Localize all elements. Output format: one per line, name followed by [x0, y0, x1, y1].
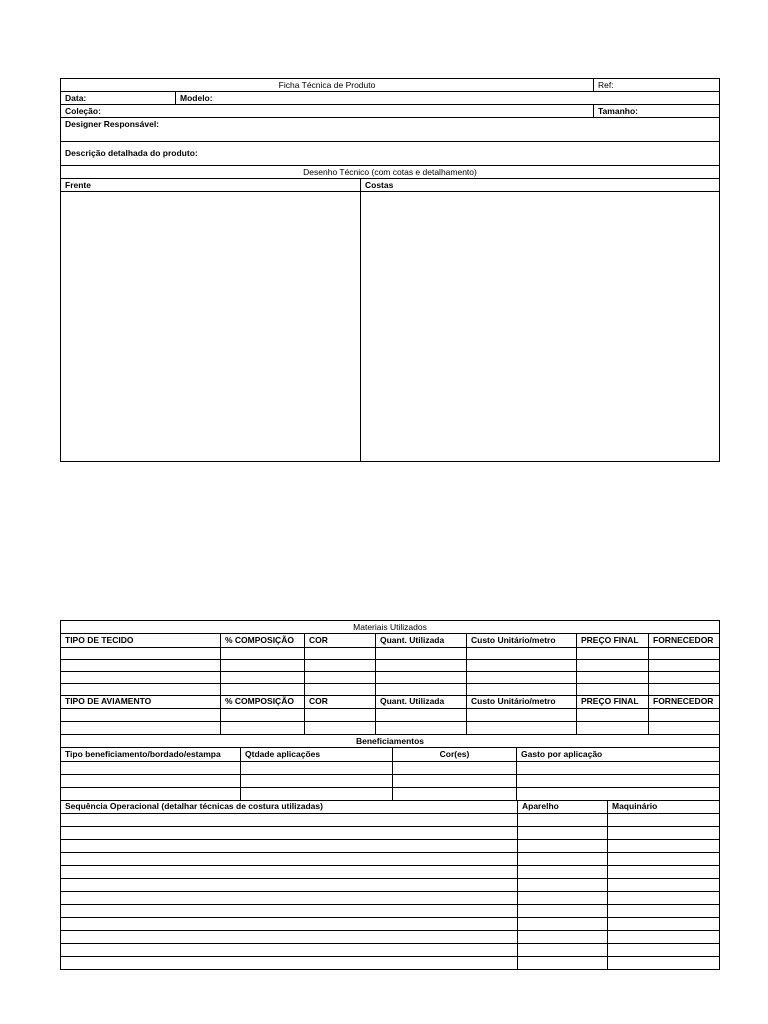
cell[interactable]	[577, 671, 649, 683]
tecido-header-cor: COR	[305, 634, 376, 648]
cell[interactable]	[376, 659, 467, 671]
cell[interactable]	[221, 647, 305, 659]
ficha-tecnica-sheet	[60, 78, 719, 462]
tecido-header-fornecedor: FORNECEDOR	[649, 634, 720, 648]
cell[interactable]	[61, 683, 221, 695]
cell[interactable]	[221, 683, 305, 695]
table-row	[61, 647, 720, 659]
cell[interactable]	[61, 761, 241, 774]
cell[interactable]	[518, 814, 608, 827]
cell[interactable]	[61, 840, 518, 853]
cell[interactable]	[393, 787, 517, 800]
cell[interactable]	[61, 722, 221, 735]
cell[interactable]	[61, 774, 241, 787]
cell[interactable]	[608, 879, 720, 892]
cell[interactable]	[577, 709, 649, 722]
tecido-header-quant: Quant. Utilizada	[376, 634, 467, 648]
aparelho-header: Aparelho	[518, 800, 608, 814]
modelo-field[interactable]: Modelo:	[176, 92, 720, 105]
tecido-header-preco: PREÇO FINAL	[577, 634, 649, 648]
maquinario-header: Maquinário	[608, 800, 720, 814]
tecido-header-custo: Custo Unitário/metro	[467, 634, 577, 648]
cell[interactable]	[467, 671, 577, 683]
cell[interactable]	[241, 774, 393, 787]
cell[interactable]	[305, 722, 376, 735]
cell[interactable]	[61, 905, 518, 918]
costas-label: Costas	[361, 179, 720, 192]
ref-field[interactable]: Ref:	[594, 79, 720, 92]
table-row	[61, 892, 720, 905]
table-row	[61, 840, 720, 853]
cell[interactable]	[221, 659, 305, 671]
table-row	[61, 709, 720, 722]
tamanho-field[interactable]: Tamanho:	[594, 105, 720, 118]
designer-field[interactable]: Designer Responsável:	[61, 118, 720, 142]
cell[interactable]	[61, 647, 221, 659]
ficha-header-table	[60, 78, 720, 166]
cell[interactable]	[376, 683, 467, 695]
cell[interactable]	[241, 761, 393, 774]
cell[interactable]	[649, 722, 720, 735]
cell[interactable]	[61, 827, 518, 840]
cell[interactable]	[61, 944, 518, 957]
table-row	[61, 931, 720, 944]
colecao-field[interactable]: Coleção:	[61, 105, 594, 118]
cell[interactable]	[649, 659, 720, 671]
desenho-tecnico-table	[60, 165, 720, 462]
table-row	[61, 787, 720, 800]
cell[interactable]	[608, 944, 720, 957]
tecido-header-tipo: TIPO DE TECIDO	[61, 634, 221, 648]
cell[interactable]	[518, 866, 608, 879]
cell[interactable]	[608, 827, 720, 840]
beneficiamentos-title: Beneficiamentos	[61, 735, 720, 748]
cell[interactable]	[305, 671, 376, 683]
cell[interactable]	[305, 647, 376, 659]
table-row	[61, 761, 720, 774]
cell[interactable]	[221, 671, 305, 683]
cell[interactable]	[518, 879, 608, 892]
cell[interactable]	[467, 722, 577, 735]
benef-header-tipo: Tipo beneficiamento/bordado/estampa	[61, 748, 241, 762]
cell[interactable]	[577, 659, 649, 671]
table-row	[61, 853, 720, 866]
cell[interactable]	[61, 853, 518, 866]
cell[interactable]	[518, 931, 608, 944]
cell[interactable]	[608, 918, 720, 931]
cell[interactable]	[61, 918, 518, 931]
tecido-header-composicao: % COMPOSIÇÃO	[221, 634, 305, 648]
cell[interactable]	[376, 671, 467, 683]
benef-header-gasto: Gasto por aplicação	[517, 748, 720, 762]
materiais-sheet	[60, 620, 719, 970]
cell[interactable]	[649, 709, 720, 722]
cell[interactable]	[221, 722, 305, 735]
cell[interactable]	[608, 905, 720, 918]
table-row	[61, 774, 720, 787]
table-row	[61, 683, 720, 695]
frente-drawing-area[interactable]	[61, 192, 361, 462]
cell[interactable]	[518, 905, 608, 918]
costas-drawing-area[interactable]	[361, 192, 720, 462]
cell[interactable]	[518, 892, 608, 905]
cell[interactable]	[393, 774, 517, 787]
cell[interactable]	[608, 892, 720, 905]
cell[interactable]	[608, 814, 720, 827]
table-row	[61, 671, 720, 683]
benef-header-qtdade: Qtdade aplicações	[241, 748, 393, 762]
aviamento-header-cor: COR	[305, 695, 376, 709]
cell[interactable]	[518, 840, 608, 853]
cell[interactable]	[61, 787, 241, 800]
cell[interactable]	[376, 722, 467, 735]
cell[interactable]	[517, 761, 720, 774]
descricao-field[interactable]: Descrição detalhada do produto:	[61, 142, 720, 166]
cell[interactable]	[61, 879, 518, 892]
table-row	[61, 722, 720, 735]
cell[interactable]	[649, 683, 720, 695]
cell[interactable]	[608, 866, 720, 879]
cell[interactable]	[518, 944, 608, 957]
cell[interactable]	[61, 892, 518, 905]
cell[interactable]	[376, 709, 467, 722]
table-row	[61, 827, 720, 840]
cell[interactable]	[61, 957, 518, 970]
cell[interactable]	[518, 957, 608, 970]
table-row	[61, 814, 720, 827]
cell[interactable]	[577, 722, 649, 735]
materiais-table	[60, 620, 720, 748]
table-row	[61, 944, 720, 957]
table-row	[61, 866, 720, 879]
cell[interactable]	[61, 814, 518, 827]
cell[interactable]	[61, 931, 518, 944]
desenho-title: Desenho Técnico (com cotas e detalhamento)	[61, 166, 720, 179]
aviamento-header-fornecedor: FORNECEDOR	[649, 695, 720, 709]
cell[interactable]	[305, 683, 376, 695]
cell[interactable]	[517, 787, 720, 800]
beneficiamentos-table	[60, 747, 720, 801]
table-row	[61, 918, 720, 931]
cell[interactable]	[649, 671, 720, 683]
cell[interactable]	[608, 957, 720, 970]
cell[interactable]	[518, 827, 608, 840]
cell[interactable]	[577, 647, 649, 659]
aviamento-header-quant: Quant. Utilizada	[376, 695, 467, 709]
sequencia-table	[60, 800, 720, 971]
cell[interactable]	[608, 853, 720, 866]
materiais-title: Materiais Utilizados	[61, 621, 720, 634]
table-row	[61, 879, 720, 892]
cell[interactable]	[467, 647, 577, 659]
table-row	[61, 659, 720, 671]
aviamento-header-tipo: TIPO DE AVIAMENTO	[61, 695, 221, 709]
cell[interactable]	[305, 709, 376, 722]
cell[interactable]	[518, 853, 608, 866]
cell[interactable]	[649, 647, 720, 659]
cell[interactable]	[305, 659, 376, 671]
cell[interactable]	[393, 761, 517, 774]
cell[interactable]	[61, 866, 518, 879]
aviamento-header-preco: PREÇO FINAL	[577, 695, 649, 709]
cell[interactable]	[518, 918, 608, 931]
cell[interactable]	[61, 709, 221, 722]
cell[interactable]	[467, 659, 577, 671]
table-row	[61, 905, 720, 918]
sequencia-header: Sequência Operacional (detalhar técnicas de costura utilizadas)	[61, 800, 518, 814]
cell[interactable]	[241, 787, 393, 800]
cell[interactable]	[61, 659, 221, 671]
cell[interactable]	[376, 647, 467, 659]
cell[interactable]	[467, 683, 577, 695]
data-field[interactable]: Data:	[61, 92, 176, 105]
cell[interactable]	[608, 840, 720, 853]
aviamento-header-composicao: % COMPOSIÇÃO	[221, 695, 305, 709]
cell[interactable]	[221, 709, 305, 722]
table-row	[61, 957, 720, 970]
cell[interactable]	[608, 931, 720, 944]
ficha-title: Ficha Técnica de Produto	[61, 79, 594, 92]
cell[interactable]	[517, 774, 720, 787]
cell[interactable]	[467, 709, 577, 722]
frente-label: Frente	[61, 179, 361, 192]
cell[interactable]	[577, 683, 649, 695]
aviamento-header-custo: Custo Unitário/metro	[467, 695, 577, 709]
cell[interactable]	[61, 671, 221, 683]
benef-header-cores: Cor(es)	[393, 748, 517, 762]
